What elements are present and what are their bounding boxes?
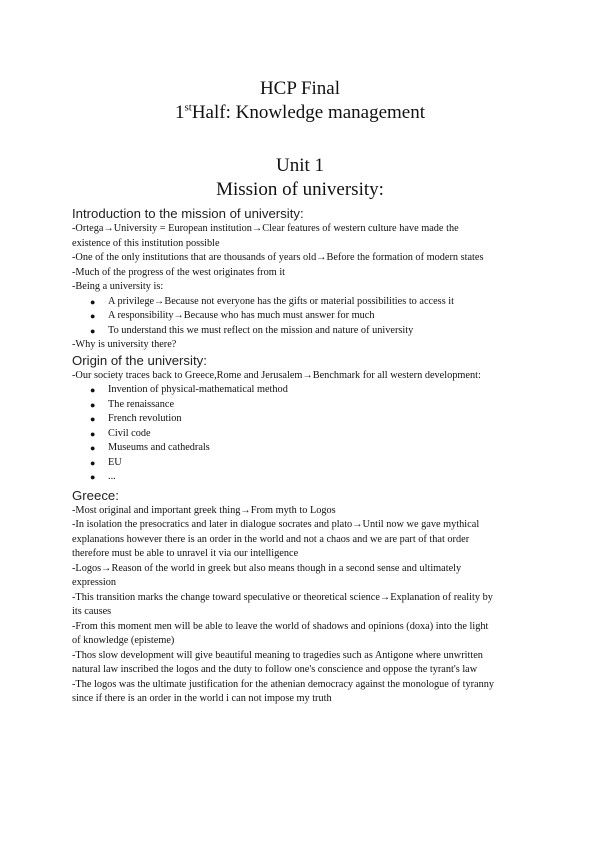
list-item: ● Civil code [90, 427, 532, 442]
half-title: 1stHalf: Knowledge management [174, 101, 426, 123]
text-line: -Much of the progress of the west originates from it [72, 266, 286, 278]
text-line: existence of this institution possible [72, 237, 220, 249]
text-line: -Most original and important greek thing→From myth to Logos [72, 504, 336, 516]
text-line: expression [72, 577, 117, 588]
bullet-icon: ● [90, 414, 96, 424]
text-line: -Ortega→University = European institution→Clear features of western culture have made the [72, 223, 459, 234]
bullet-icon: ● [90, 472, 96, 482]
text-line: of knowledge (episteme) [72, 635, 175, 646]
bullet-icon: ● [90, 311, 96, 321]
list-item: ● To understand this we must reflect on the mission and nature of university [90, 324, 532, 339]
unit-subtitle: Mission of university: [216, 179, 384, 200]
bullet-icon: ● [90, 296, 96, 307]
bullet-icon: ● [90, 443, 96, 453]
bullet-icon: ● [90, 385, 96, 395]
text-line: since if there is an order in the world i can not impose my truth [72, 693, 332, 704]
list-item: ● The renaissance [90, 398, 532, 413]
text-line: -Logos→Reason of the world in greek but also means though in a second sense and ultimately [72, 562, 462, 574]
text-line: therefore must be able to unravel it via our intelligence [72, 548, 299, 559]
list-item: ● ... [90, 470, 532, 485]
text-line: -The logos was the ultimate justification for the athenian democracy against the monologue of tyranny [72, 678, 495, 690]
bullet-list [72, 295, 532, 339]
text-line: -From this moment men will be able to leave the world of shadows and opinions (doxa) into the light [72, 620, 489, 632]
text-line: natural law inscribed the logos and the duty to follow one's conscience and oppose the tyrant's law [72, 664, 478, 675]
text-line: -Why is university there? [72, 339, 177, 350]
text-line: -One of the only institutions that are thousands of years old→Before the formation of modern states [72, 252, 484, 263]
text-line: -Our society traces back to Greece,Rome and Jerusalem→Benchmark for all western development: [72, 369, 481, 381]
list-item: ● A privilege→Because not everyone has the gifts or material possibilities to access it [90, 295, 532, 310]
text-line: its causes [72, 606, 112, 617]
text-line: -In isolation the presocratics and later in dialogue socrates and plato→Until now we gave mythical [72, 519, 480, 530]
text-line: -This transition marks the change toward speculative or theoretical science→Explanation of reality by [72, 591, 493, 603]
list-item: ● Invention of physical-mathematical method [90, 383, 532, 398]
section-heading: Introduction to the mission of university: [72, 206, 304, 221]
text-line: -Being a university is: [72, 281, 164, 292]
list-item: ● A responsibility→Because who has much must answer for much [90, 309, 532, 324]
list-item: ● EU [90, 456, 532, 471]
section-heading: Greece: [72, 487, 119, 503]
bullet-icon: ● [90, 399, 96, 410]
bullet-icon: ● [90, 325, 96, 336]
list-item: ● French revolution [90, 412, 532, 427]
unit-title: Unit 1 [275, 155, 325, 176]
section-heading: Origin of the university: [72, 352, 207, 368]
document-body [72, 206, 532, 707]
document-title: HCP Final [259, 78, 341, 99]
list-item: ● Museums and cathedrals [90, 441, 532, 456]
text-line: -Thos slow development will give beautiful meaning to tragedies such as Antigone where unwritten [72, 649, 483, 661]
bullet-icon: ● [90, 457, 96, 468]
bullet-list [72, 383, 532, 485]
bullet-icon: ● [90, 428, 96, 439]
text-line: explanations however there is an order in the world and not a chaos and we are part of that order [72, 533, 470, 545]
